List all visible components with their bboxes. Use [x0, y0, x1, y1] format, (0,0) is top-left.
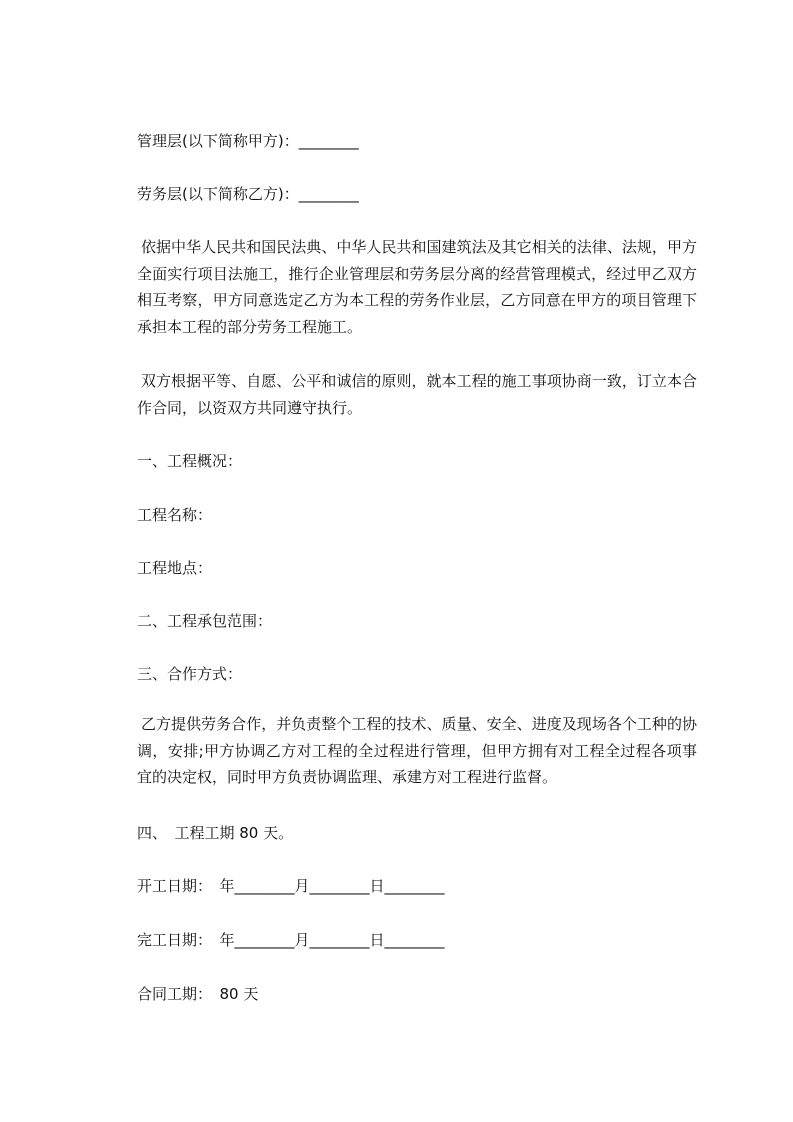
end-date-line: 完工日期： 年________月________日________: [137, 931, 445, 949]
cooperation-paragraph: 乙方提供劳务合作，并负责整个工程的技术、质量、安全、进度及现场各个工种的协调，安排;甲方协调乙方对工程的全过程进行管理，但甲方拥有对工程全过程各项事宜的决定权，同时甲方负责协调监理、承建方对工程进行监督。: [137, 715, 697, 786]
section-1-heading: 一、工程概况：: [137, 452, 243, 470]
preamble-paragraph-1: 依据中华人民共和国民法典、中华人民共和国建筑法及其它相关的法律、法规，甲方全面实行项目法施工，推行企业管理层和劳务层分离的经营管理模式，经过甲乙双方相互考察，甲方同意选定乙方为本工程的劳务作业层，乙方同意在甲方的项目管理下承担本工程的部分劳务工程施工。: [137, 238, 697, 336]
section-3-heading: 三、合作方式：: [137, 665, 243, 683]
section-2-heading: 二、工程承包范围：: [137, 612, 273, 630]
preamble-paragraph-2: 双方根据平等、自愿、公平和诚信的原则，就本工程的施工事项协商一致，订立本合作合同，以资双方共同遵守执行。: [137, 372, 697, 417]
section-4-heading: 四、 工程工期 80 天。: [137, 824, 294, 842]
start-date-line: 开工日期： 年________月________日________: [137, 877, 445, 895]
project-name-line: 工程名称：: [137, 506, 213, 524]
contract-period-line: 合同工期： 80 天: [137, 985, 259, 1003]
party-b-line: 劳务层(以下简称乙方)：________: [137, 185, 359, 203]
party-a-line: 管理层(以下简称甲方)：________: [137, 132, 359, 150]
project-location-line: 工程地点：: [137, 559, 213, 577]
